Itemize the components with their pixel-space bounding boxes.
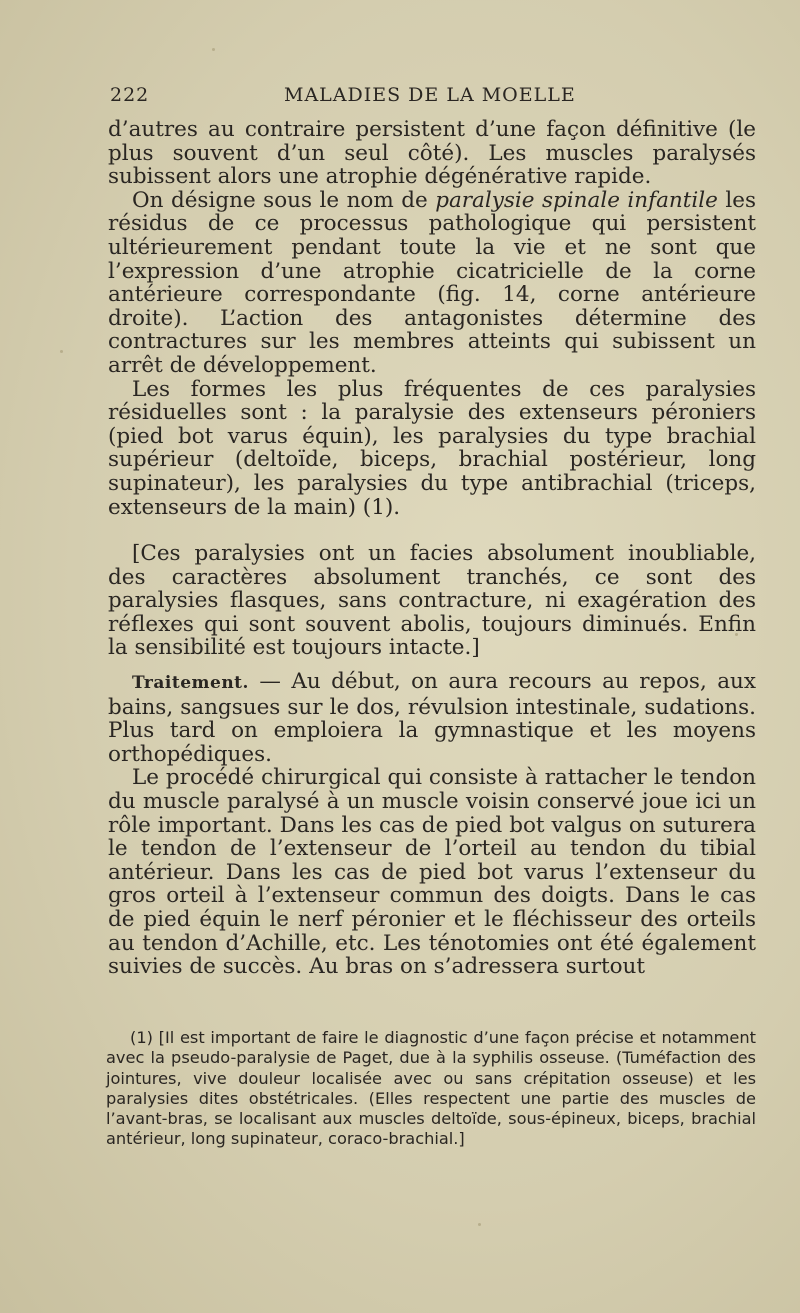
page-number: 222 [110,84,150,106]
traitement-heading: Traitement. [132,673,249,694]
paragraph-2-lead: On désigne sous le nom de [132,187,436,213]
main-text [108,118,756,979]
paragraph-4: [Ces paralysies ont un facies absolument inoubliable, des caractères absolument tranchés, ce sont des paralysies flasques, sans contracture, ni exagération des réflexes qui sont souvent abolis, toujours diminués. Enfin la sensibilité est toujours intacte.] [108,541,756,661]
paragraph-5-text: — Au début, on aura recours au repos, aux bains, sangsues sur le dos, révulsion intestinale, sudations. Plus tard on emploiera la gymnastique et les moyens orthopédiques. [108,669,756,767]
paragraph-5 [108,670,756,766]
paper-speck [60,350,63,353]
paragraph-6: Le procédé chirurgical qui consiste à rattacher le tendon du muscle paralysé à un muscle voisin conservé joue ici un rôle important. Dans les cas de pied bot valgus on suturera le tendon de l’extenseur de l’orteil au tendon du tibial antérieur. Dans les cas de pied bot varus l’extenseur du gros orteil à l’extenseur commun des doigts. Dans le cas de pied équin le nerf péronier et le fléchisseur des orteils au tendon d’Achille, etc. Les ténotomies ont été également suivies de succès. Au bras on s’adressera surtout [108,765,756,980]
running-title: MALADIES DE LA MOELLE [284,84,576,106]
paper-speck [478,1223,481,1226]
term-paralysie-spinale-infantile: paralysie spinale infantile [435,187,718,213]
paper-speck [212,48,215,51]
page-header [110,84,755,110]
footnote [106,1028,756,1150]
paragraph-1: d’autres au contraire persistent d’une façon définitive (le plus souvent d’un seul côté). Les muscles paralysés subissent alors une atrophie dégénérative rapide. [108,117,756,190]
footnote-1: (1) [Il est important de faire le diagnostic d’une façon précise et notamment avec la pseudo-paralysie de Paget, due à la syphilis osseuse. (Tuméfaction des jointures, vive douleur localisée avec ou sans crépitation osseuse) et les paralysies dites obstétricales. (Elles respectent une partie des muscles de l’avant-bras, se localisant aux muscles deltoïde, sous-épineux, biceps, brachial antérieur, long supinateur, coraco-brachial.] [106,1028,756,1149]
paragraph-2-rest: les résidus de ce processus pathologique qui persistent ultérieurement pendant toute la vie et ne sont que l’expression d’une atrophie cicatricielle de la corne antérieure correspondante (fig. 14, corne antérieure droite). L’action des antagonistes détermine des contractures sur les membres atteints qui subissent un arrêt de développement. [108,187,756,378]
paragraph-3: Les formes les plus fréquentes de ces paralysies résiduelles sont : la paralysie des extenseurs péroniers (pied bot varus équin), les paralysies du type brachial supérieur (deltoïde, biceps, brachial postérieur, long supinateur), les paralysies du type antibrachial (triceps, extenseurs de la main) (1). [108,376,756,520]
paragraph-2 [108,189,756,378]
